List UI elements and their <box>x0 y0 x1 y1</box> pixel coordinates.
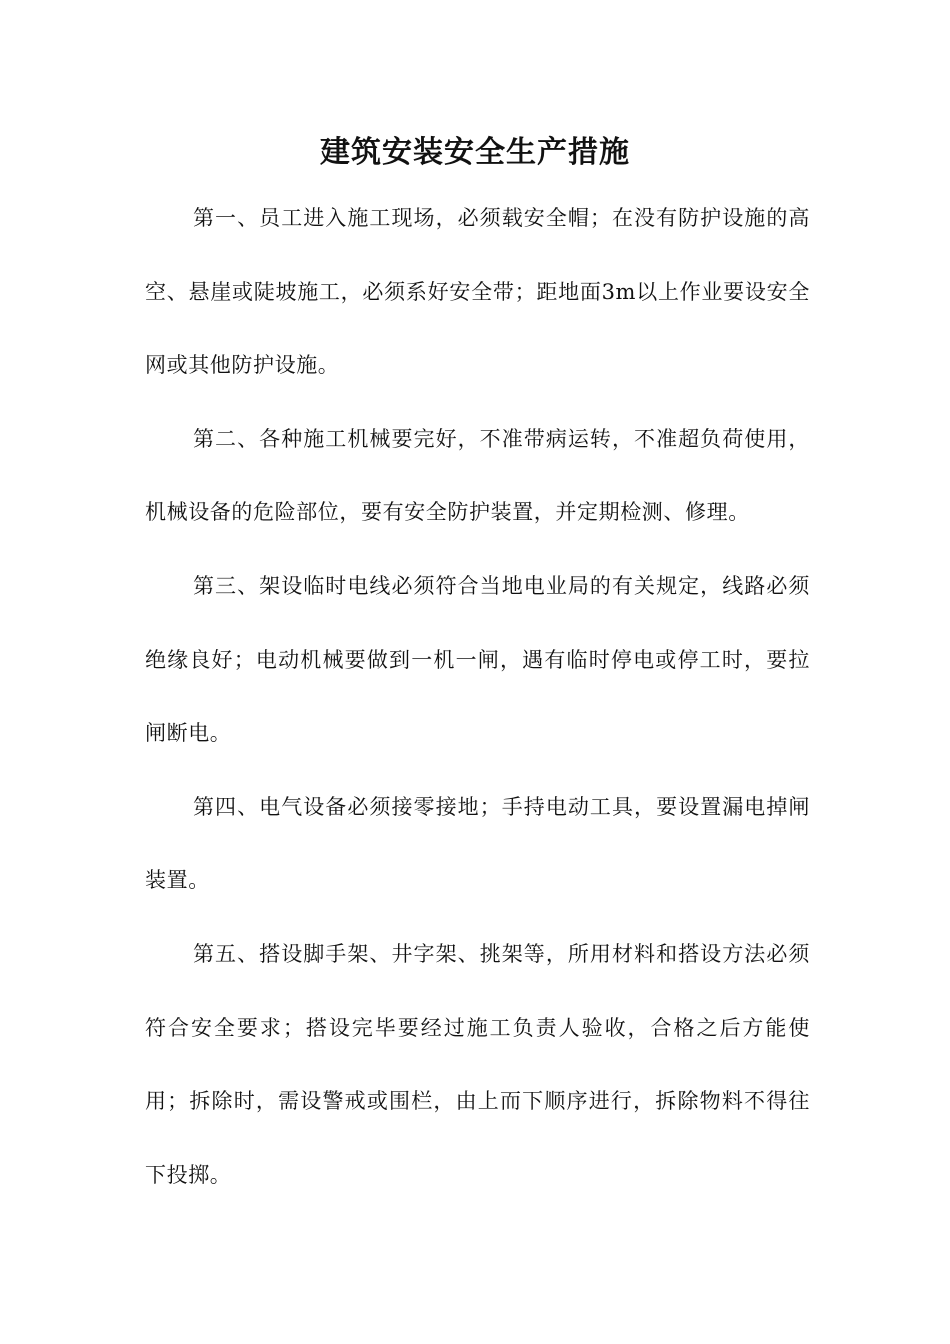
paragraph-4: 第四、电气设备必须接零接地；手持电动工具，要设置漏电掉闸装置。 <box>145 794 810 893</box>
document-title: 建筑安装安全生产措施 <box>320 135 630 170</box>
document-body <box>145 182 810 1212</box>
paragraph-5: 第五、搭设脚手架、井字架、挑架等，所用材料和搭设方法必须符合安全要求；搭设完毕要经过施工负责人验收，合格之后方能使用；拆除时，需设警戒或围栏，由上而下顺序进行，拆除物料不得往下投掷。 <box>145 941 810 1187</box>
paragraph-2: 第二、各种施工机械要完好，不准带病运转，不准超负荷使用，机械设备的危险部位，要有安全防护装置，并定期检测、修理。 <box>145 426 810 525</box>
paragraph-1: 第一、员工进入施工现场，必须载安全帽；在没有防护设施的高空、悬崖或陡坡施工，必须系好安全带；距地面3m以上作业要设安全网或其他防护设施。 <box>145 206 810 378</box>
paragraph-3: 第三、架设临时电线必须符合当地电业局的有关规定，线路必须绝缘良好；电动机械要做到一机一闸，遇有临时停电或停工时，要拉闸断电。 <box>145 573 810 746</box>
